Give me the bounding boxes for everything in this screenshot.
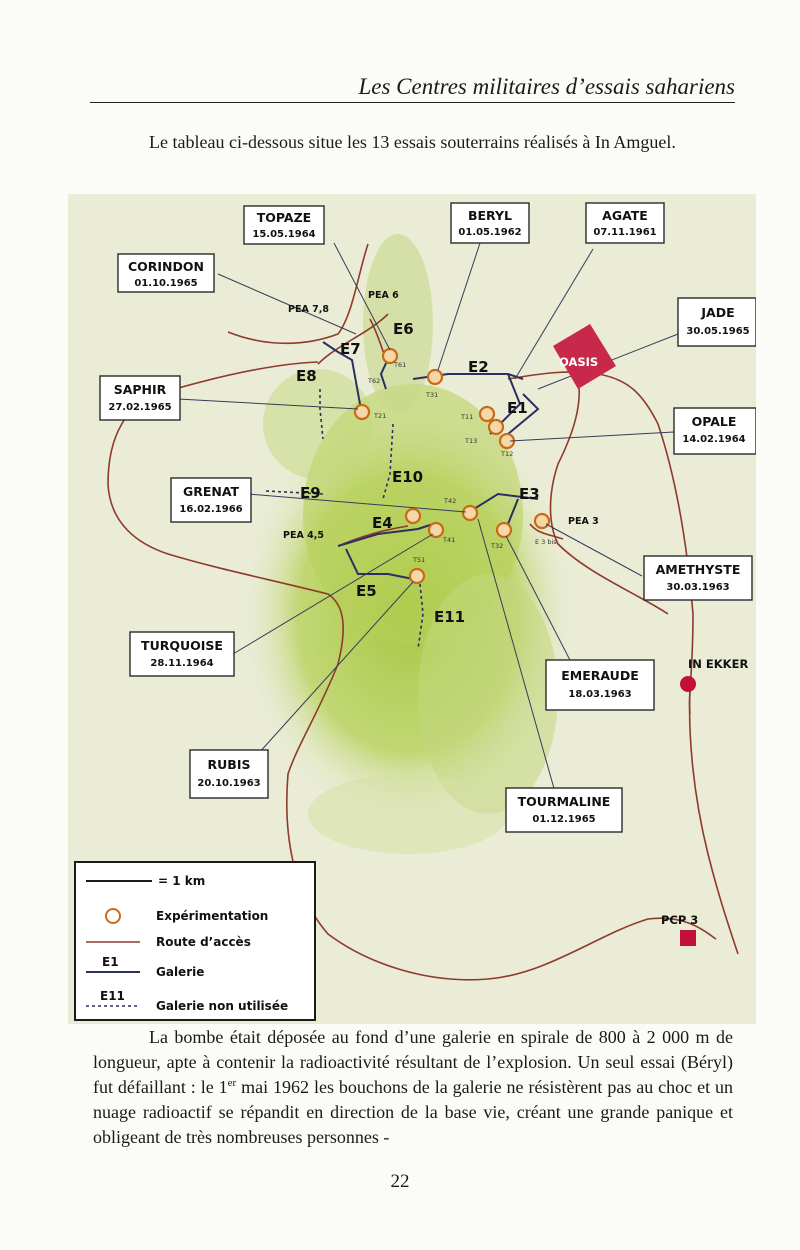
svg-text:TOPAZE: TOPAZE [256,210,312,225]
svg-text:T31: T31 [426,391,439,399]
pcp3-label: PCP 3 [661,913,699,927]
svg-text:E7: E7 [340,340,361,358]
svg-text:E 3 bis: E 3 bis [535,538,557,546]
svg-text:T61: T61 [394,361,407,369]
svg-text:T42: T42 [444,497,457,505]
svg-text:= 1 km: = 1 km [158,874,206,888]
svg-text:14.02.1964: 14.02.1964 [682,434,746,445]
running-head: Les Centres militaires d’essais sahariens [358,74,735,99]
svg-text:E5: E5 [356,582,377,600]
svg-text:SAPHIR: SAPHIR [113,382,167,397]
svg-text:OPALE: OPALE [691,414,737,429]
svg-text:TURQUOISE: TURQUOISE [141,638,223,653]
svg-text:Galerie non utilisée: Galerie non utilisée [156,999,289,1013]
svg-text:E8: E8 [296,367,317,385]
svg-text:E10: E10 [392,468,424,486]
svg-text:Route d’accès: Route d’accès [156,935,251,949]
svg-text:T62: T62 [368,377,381,385]
test-label-tourmaline [506,788,622,832]
svg-text:01.10.1965: 01.10.1965 [134,278,198,289]
test-label-beryl [451,203,529,243]
test-label-grenat [171,478,251,522]
svg-text:27.02.1965: 27.02.1965 [108,402,172,413]
test-label-emeraude [546,660,654,710]
svg-text:T12: T12 [501,450,514,458]
svg-text:15.05.1964: 15.05.1964 [252,229,316,240]
test-label-topaze [244,206,324,244]
svg-text:E6: E6 [393,320,414,338]
svg-text:OASIS: OASIS [559,355,599,369]
svg-text:E2: E2 [468,358,489,376]
body-text-part1: La bombe était déposée au fond d’une galerie en spirale de 800 à 2 000 m de longueur, apte à contenir la radioactivité résultant de l’explosion. Un seul essai (Béryl) fut défaillant : le 1 [93,1027,733,1097]
svg-text:GRENAT: GRENAT [182,484,240,499]
map-canvas [68,194,756,1024]
test-label-amethyste [644,556,752,600]
svg-text:RUBIS: RUBIS [207,757,251,772]
svg-text:PEA 4,5: PEA 4,5 [283,530,324,541]
page-number: 22 [390,1171,410,1192]
header-rule [90,102,735,103]
svg-text:CORINDON: CORINDON [127,259,205,274]
svg-text:AMETHYSTE: AMETHYSTE [655,562,741,577]
svg-text:T41: T41 [443,536,456,544]
svg-text:AGATE: AGATE [602,208,648,223]
svg-text:T13: T13 [465,437,478,445]
svg-text:TOURMALINE: TOURMALINE [517,794,611,809]
svg-text:E1: E1 [102,955,119,969]
svg-text:EMERAUDE: EMERAUDE [561,668,639,683]
body-paragraph [93,1025,733,1150]
svg-text:30.05.1965: 30.05.1965 [686,326,750,337]
svg-text:01.05.1962: 01.05.1962 [458,227,522,238]
svg-text:Expérimentation: Expérimentation [156,909,269,923]
pcp3-marker [680,930,696,946]
svg-text:T11: T11 [461,413,474,421]
svg-text:PEA 3: PEA 3 [568,516,599,527]
svg-text:BERYL: BERYL [467,208,513,223]
test-label-corindon [118,254,214,292]
in-ekker-label: IN EKKER [688,657,749,671]
svg-text:30.03.1963: 30.03.1963 [666,582,730,593]
svg-text:E4: E4 [372,514,393,532]
svg-text:E9: E9 [300,484,321,502]
svg-text:PEA 6: PEA 6 [368,290,399,301]
svg-text:E1: E1 [507,399,528,417]
in-ekker-marker [680,676,696,692]
svg-text:E3: E3 [519,485,540,503]
intro-paragraph: Le tableau ci-dessous situe les 13 essais souterrains réalisés à In Amguel. [149,132,676,152]
test-label-jade [678,298,756,346]
svg-text:E11: E11 [100,989,125,1003]
svg-text:T21: T21 [374,412,387,420]
svg-text:28.11.1964: 28.11.1964 [150,658,214,669]
test-label-turquoise [130,632,234,676]
test-site-map [68,194,756,1024]
svg-text:20.10.1963: 20.10.1963 [197,778,261,789]
svg-text:01.12.1965: 01.12.1965 [532,814,596,825]
test-label-agate [586,203,664,243]
svg-text:T51: T51 [413,556,426,564]
map-legend [75,862,315,1020]
svg-text:JADE: JADE [701,305,735,320]
svg-text:PEA 7,8: PEA 7,8 [288,304,329,315]
svg-text:T32: T32 [491,542,504,550]
svg-text:07.11.1961: 07.11.1961 [593,227,657,238]
test-label-rubis [190,750,268,798]
test-label-opale [674,408,756,454]
body-text-part2: mai 1962 les bouchons de la galerie ne résistèrent pas au choc et un nuage radioactif se répandit en direction de la base vie, créant une grande panique et obligeant de très nombreuses personnes - [93,1077,733,1147]
body-ordinal: er [227,1077,237,1089]
svg-text:Galerie: Galerie [156,965,205,979]
svg-text:18.03.1963: 18.03.1963 [568,689,632,700]
svg-text:16.02.1966: 16.02.1966 [179,504,243,515]
svg-text:E11: E11 [434,608,466,626]
test-label-saphir [100,376,180,420]
